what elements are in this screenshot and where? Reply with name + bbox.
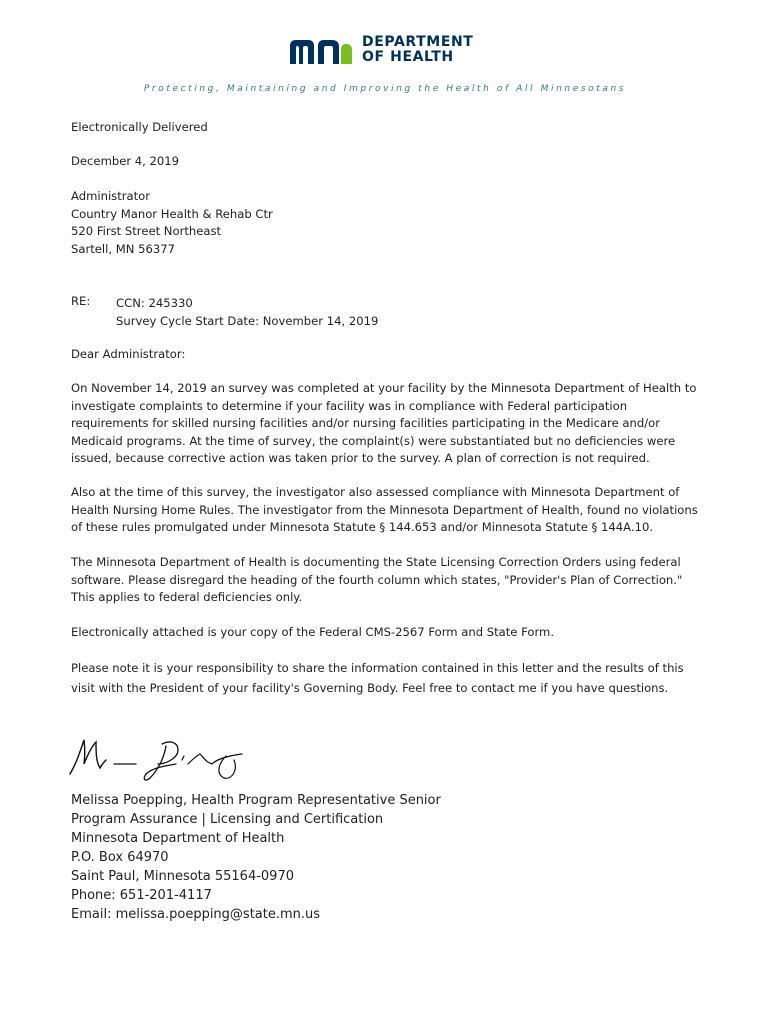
sender-phone: Phone: 651-201-4117 [71, 888, 212, 903]
sender-city: Saint Paul, Minnesota 55164-0970 [71, 869, 294, 884]
recipient-line: Country Manor Health & Rehab Ctr [71, 206, 273, 221]
recipient-block [71, 188, 273, 258]
re-label: RE: [71, 294, 91, 308]
sender-unit: Program Assurance | Licensing and Certification [71, 812, 384, 827]
mn-logo-icon [288, 34, 354, 70]
salutation: Dear Administrator: [71, 347, 186, 361]
recipient-line: Sartell, MN 56377 [71, 241, 175, 256]
delivery-method: Electronically Delivered [71, 120, 208, 134]
body-paragraph: Electronically attached is your copy of the Federal CMS-2567 Form and State Form. [71, 625, 555, 639]
re-ccn: CCN: 245330 [116, 296, 193, 310]
sender-po-box: P.O. Box 64970 [71, 850, 169, 865]
logo-wordmark [362, 35, 473, 65]
logo-line2: OF HEALTH [362, 49, 454, 65]
mdh-logo [288, 34, 483, 70]
recipient-line: Administrator [71, 189, 151, 203]
recipient-line: 520 First Street Northeast [71, 224, 222, 238]
sender-name-title: Melissa Poepping, Health Program Representative Senior [71, 793, 441, 808]
letter-date: December 4, 2019 [71, 154, 180, 168]
body-paragraph: The Minnesota Department of Health is documenting the State Licensing Correction Orders using federal software. Please disregard the heading of the fourth column which states, "Provider's Plan of Correction." This applies to federal deficiencies only. [71, 555, 683, 604]
logo-line1: DEPARTMENT [362, 34, 474, 50]
handwritten-signature [66, 734, 256, 786]
body-paragraph: On November 14, 2019 an survey was completed at your facility by the Minnesota Department of Health to investigate complaints to determine if your facility was in compliance with Federal participation requirements for skilled nursing facilities and/or nursing facilities participating in the Medicare and/or Medicaid programs. At the time of survey, the complaint(s) were substantiated but no deficiencies were issued, because corrective action was taken prior to the survey. A plan of correction is not required. [71, 381, 697, 465]
sender-department: Minnesota Department of Health [71, 831, 285, 846]
tagline: Protecting, Maintaining and Improving the Health of All Minnesotans [143, 84, 627, 94]
body-paragraph: Please note it is your responsibility to share the information contained in this letter and the results of this visit with the President of your facility's Governing Body. Feel free to contact me if you have questions. [71, 661, 684, 695]
body-paragraph: Also at the time of this survey, the investigator also assessed compliance with Minnesota Department of Health Nursing Home Rules. The investigator from the Minnesota Department of Health, found no violations of these rules promulgated under Minnesota Statute § 144.653 and/or Minnesota Statute § 144A.10. [71, 485, 698, 534]
re-block [116, 294, 378, 330]
sender-email: Email: melissa.poepping@state.mn.us [71, 907, 321, 922]
re-survey-date: Survey Cycle Start Date: November 14, 2019 [116, 314, 379, 328]
sender-contact-block [71, 791, 441, 924]
